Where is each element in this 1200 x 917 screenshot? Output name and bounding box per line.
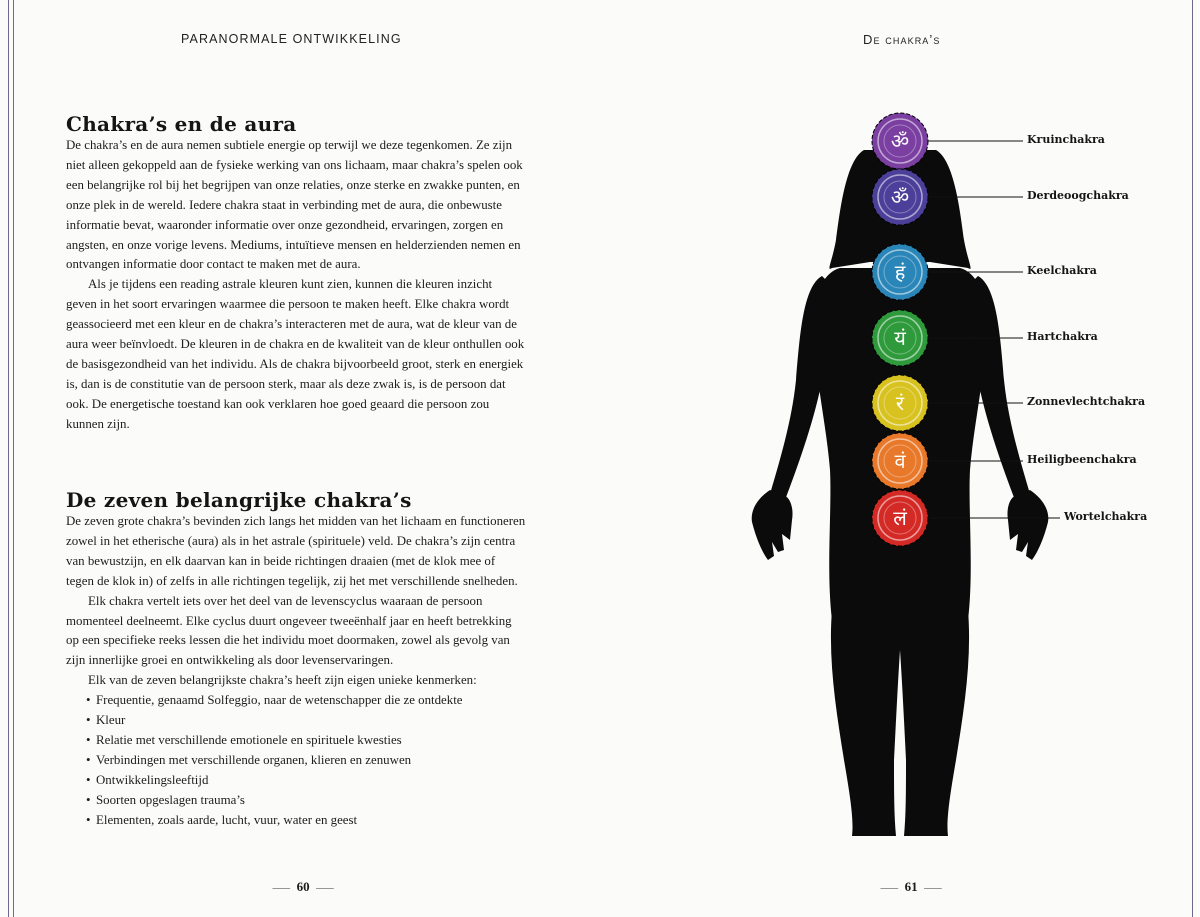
page-number-right [880, 879, 942, 895]
paragraph: De zeven grote chakra’s bevinden zich langs het midden van het lichaam en functioneren zowel in het etherische (aura) als in het astrale (spirituele) veld. De chakra’s zijn centra van bewustzijn, en elk daarvan kan in beide richtingen draaien (met de klok mee of tegen de klok in) of zelfs in alle richtingen tegelijk, zij het met verschillende snelheden. [66, 514, 526, 588]
paragraph: Elk van de zeven belangrijkste chakra’s heeft zijn eigen unieke kenmerken: [88, 673, 477, 688]
chakra-symbol-icon: रं [895, 391, 905, 415]
paragraph: Als je tijdens een reading astrale kleuren kunt zien, kunnen die kleuren inzicht geven in het soort ervaringen waarmee die persoon te maken heeft. Elke chakra wordt geassocieerd met een kleur en de chakra’s interacteren met de aura, wat de kleur van de aura weer beïnvloedt. De kleuren in de chakra en de kwaliteit van de kleur onthullen ook de basisgezondheid van het individu. Als de chakra bijvoorbeeld groot, sterk en energiek is, dan is de constitutie van de persoon sterk, maar als deze zwak is, is de persoon dat ook. De energetische toestand kan ook verklaren hoe goed geaard die persoon zou kunnen zijn. [66, 277, 525, 431]
folio-ornament-icon: ⸺ [272, 882, 291, 894]
folio-ornament-icon: ⸺ [880, 882, 899, 894]
characteristics-list [66, 691, 526, 830]
chakra-symbol-icon: लं [893, 506, 907, 530]
chakra-label: Wortelchakra [1064, 510, 1148, 523]
page-number: 60 [296, 879, 310, 894]
chakra-label: Heiligbeenchakra [1027, 453, 1137, 466]
running-head-left: PARANORMALE ONTWIKKELING [181, 32, 402, 46]
chakra-label: Hartchakra [1027, 330, 1098, 343]
list-item: • Kleur [96, 711, 526, 731]
chakra-label: Keelchakra [1027, 264, 1097, 277]
list-item: • Verbindingen met verschillende organen, klieren en zenuwen [96, 751, 526, 771]
running-head-right: De chakra’s [863, 32, 941, 47]
chakra-label: Kruinchakra [1027, 133, 1105, 146]
page-number: 61 [904, 879, 918, 894]
list-item: • Soorten opgeslagen trauma’s [96, 791, 526, 811]
right-page [600, 0, 1200, 917]
chakra-kruinchakra [872, 113, 1023, 169]
section-body-chakras-aura [66, 136, 526, 435]
chakra-symbol-icon: ॐ [890, 185, 910, 209]
list-item: • Frequentie, genaamd Solfeggio, naar de wetenschapper die ze ontdekte [96, 691, 526, 711]
paragraph: De chakra’s en de aura nemen subtiele energie op terwijl we deze tegenkomen. Ze zijn niet alleen gekoppeld aan de fysieke werking van ons lichaam, maar chakra’s spelen ook een belangrijke rol bij het begrijpen van onze relaties, onze sterke en zwakke punten, en onze plek in de wereld. Iedere chakra staat in verbinding met de aura, die onbewuste informatie bevat, waaronder informatie over onze gezondheid, ervaringen, zorgen en angsten, en onze vorige levens. Mediums, intuïtieve mensen en helderzienden nemen en ontvangen informatie door contact te maken met de aura. [66, 138, 523, 272]
chakra-label: Zonnevlechtchakra [1027, 395, 1146, 408]
chakra-symbol-icon: वं [894, 449, 906, 473]
section-title-seven-chakras: De zeven belangrijke chakra’s [66, 488, 412, 512]
folio-ornament-icon: ⸺ [315, 882, 335, 894]
list-item: • Ontwikkelingsleeftijd [96, 771, 526, 791]
paragraph: Elk chakra vertelt iets over het deel van de levenscyclus waaraan de persoon momenteel deelneemt. Elke cyclus duurt ongeveer tweeënhalf jaar en heeft betrekking op een specifieke reeks lessen die het individu moet doormaken, zowel als gevolg van zijn innerlijke groei en ontwikkeling als door levenservaringen. [66, 593, 512, 668]
folio-ornament-icon: ⸺ [923, 882, 943, 894]
chakra-symbol-icon: हं [894, 260, 906, 284]
chakra-symbol-icon: यं [894, 326, 906, 350]
chakra-label: Derdeoogchakra [1027, 189, 1129, 202]
list-item: • Elementen, zoals aarde, lucht, vuur, water en geest [96, 811, 526, 831]
chakra-symbol-icon: ॐ [890, 129, 910, 153]
section-title-chakras-aura: Chakra’s en de aura [66, 112, 297, 136]
page-number-left [272, 879, 334, 895]
list-item: • Relatie met verschillende emotionele en spirituele kwesties [96, 731, 526, 751]
section-body-seven-chakras [66, 512, 526, 831]
